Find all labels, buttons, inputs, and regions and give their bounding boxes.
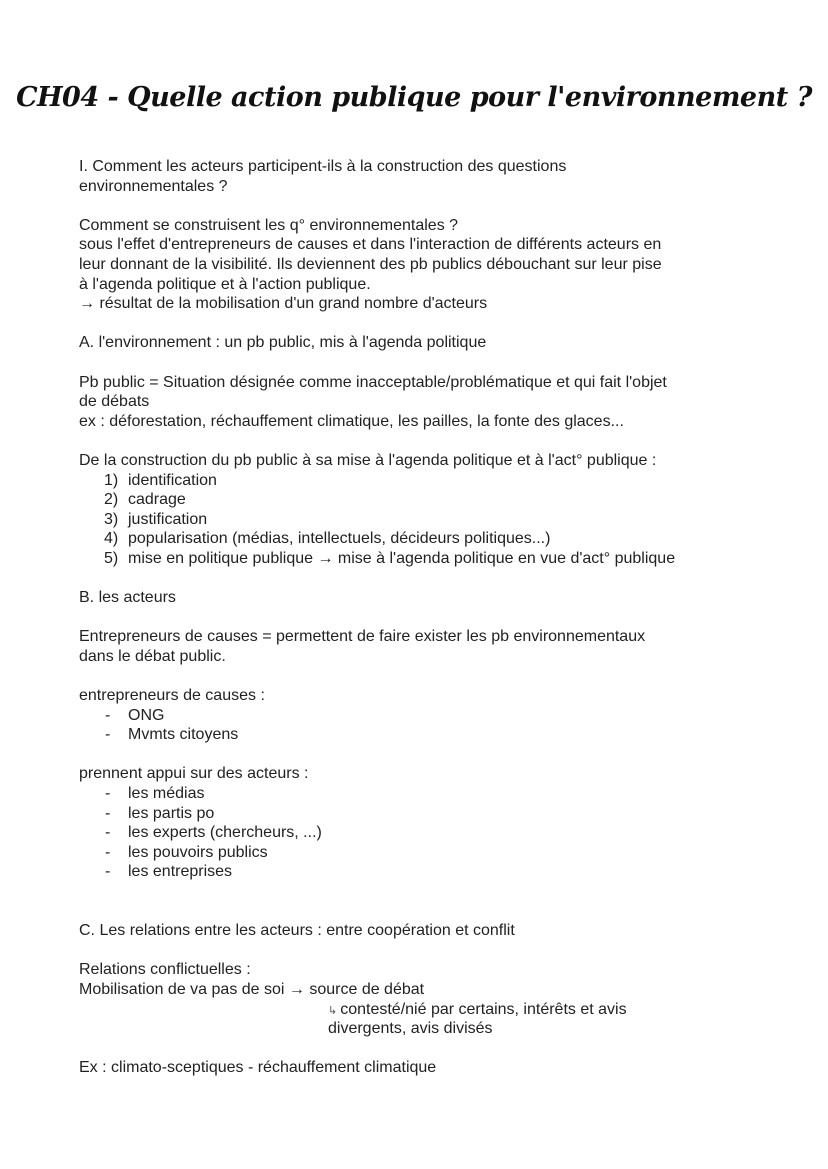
list-marker: 4) bbox=[104, 530, 119, 548]
section-i-answer-line-2: leur donnant de la visibilité. Ils deviennent des pb publics débouchant sur leur pise bbox=[79, 255, 662, 273]
list-marker: 3) bbox=[104, 510, 119, 528]
list-item bbox=[79, 784, 769, 804]
list-text: les partis po bbox=[128, 804, 215, 822]
list-text: les experts (chercheurs, ...) bbox=[128, 824, 322, 842]
list-text: ONG bbox=[128, 706, 165, 724]
section-i bbox=[79, 157, 769, 333]
supports-label: prennent appui sur des acteurs : bbox=[79, 765, 309, 783]
spacer bbox=[79, 431, 769, 451]
mobilisation-line: Mobilisation de va pas de soi → source de débat bbox=[79, 980, 425, 998]
section-i-heading-line-2: environnementales ? bbox=[79, 177, 228, 195]
spacer bbox=[79, 745, 769, 765]
section-b-definition-line-1: Entrepreneurs de causes = permettent de faire exister les pb environnementaux bbox=[79, 628, 646, 646]
entrepreneurs-label: entrepreneurs de causes : bbox=[79, 687, 265, 705]
list-text: les entreprises bbox=[128, 863, 233, 881]
list-item bbox=[79, 725, 769, 745]
section-a-definition-line-2: de débats bbox=[79, 393, 150, 411]
list-item bbox=[79, 862, 769, 882]
entrepreneurs-list bbox=[79, 706, 769, 745]
page-title: CH04 - Quelle action publique pour l'environnement ? bbox=[16, 82, 812, 113]
bullet-dash: - bbox=[105, 785, 111, 802]
section-a-heading: A. l'environnement : un pb public, mis à l'agenda politique bbox=[79, 334, 487, 352]
section-i-answer-line-3: à l'agenda politique et à l'action publique. bbox=[79, 275, 371, 293]
bullet-dash: - bbox=[105, 706, 111, 724]
bullet-dash: - bbox=[105, 824, 111, 842]
list-text: justification bbox=[128, 510, 208, 528]
section-a-definition-line-1: Pb public = Situation désignée comme inacceptable/problématique et qui fait l'objet bbox=[79, 373, 667, 391]
list-text: popularisation (médias, intellectuels, décideurs politiques...) bbox=[128, 530, 551, 548]
list-marker: 1) bbox=[104, 471, 119, 489]
spacer bbox=[79, 608, 769, 628]
spacer bbox=[79, 666, 769, 686]
bullet-dash: - bbox=[105, 804, 111, 822]
section-a-process-intro: De la construction du pb public à sa mise à l'agenda politique et à l'act° publique : bbox=[79, 451, 657, 469]
list-item bbox=[79, 529, 769, 549]
list-item bbox=[79, 804, 769, 824]
spacer bbox=[79, 1039, 769, 1059]
section-i-answer-line-1: sous l'effet d'entrepreneurs de causes et dans l'interaction de différents acteurs en bbox=[79, 236, 662, 254]
bullet-dash: - bbox=[105, 726, 111, 744]
sub-point-line-1 bbox=[79, 1000, 769, 1020]
conflict-label: Relations conflictuelles : bbox=[79, 961, 251, 979]
spacer bbox=[79, 902, 769, 922]
list-item bbox=[79, 823, 769, 843]
section-b-definition-line-2: dans le débat public. bbox=[79, 647, 226, 665]
sub-arrow-icon: ↳ bbox=[328, 1004, 338, 1017]
section-b-heading: B. les acteurs bbox=[79, 589, 176, 607]
spacer bbox=[79, 941, 769, 961]
list-text: cadrage bbox=[128, 491, 186, 509]
list-item bbox=[79, 510, 769, 530]
bullet-dash: - bbox=[105, 863, 111, 881]
spacer bbox=[79, 196, 769, 216]
section-c-example: Ex : climato-sceptiques - réchauffement climatique bbox=[79, 1059, 437, 1077]
section-i-result: → résultat de la mobilisation d'un grand nombre d'acteurs bbox=[79, 295, 488, 313]
section-c-heading: C. Les relations entre les acteurs : entre coopération et conflit bbox=[79, 922, 515, 940]
document-body bbox=[79, 157, 769, 1078]
list-marker: 5) bbox=[104, 549, 119, 567]
list-text: les pouvoirs publics bbox=[128, 843, 268, 861]
spacer bbox=[79, 314, 769, 334]
list-text: Mvmts citoyens bbox=[128, 726, 239, 744]
spacer bbox=[79, 568, 769, 588]
section-b bbox=[79, 588, 769, 921]
list-item bbox=[79, 549, 769, 569]
list-item bbox=[79, 706, 769, 726]
list-text: les médias bbox=[128, 785, 205, 802]
list-item bbox=[79, 471, 769, 491]
bullet-dash: - bbox=[105, 843, 111, 861]
supports-list bbox=[79, 784, 769, 882]
list-item bbox=[79, 490, 769, 510]
sub-point-text: contesté/nié par certains, intérêts et avis bbox=[340, 1000, 627, 1018]
process-steps-list bbox=[79, 471, 769, 569]
sub-point-line-2: divergents, avis divisés bbox=[328, 1020, 493, 1038]
spacer bbox=[79, 882, 769, 902]
list-marker: 2) bbox=[104, 491, 119, 509]
section-a bbox=[79, 333, 769, 588]
section-c bbox=[79, 921, 769, 1078]
section-i-question: Comment se construisent les q° environnementales ? bbox=[79, 216, 459, 234]
spacer bbox=[79, 353, 769, 373]
section-a-examples: ex : déforestation, réchauffement climatique, les pailles, la fonte des glaces... bbox=[79, 412, 624, 430]
list-text: mise en politique publique → mise à l'agenda politique en vue d'act° publique bbox=[128, 549, 676, 567]
list-item bbox=[79, 843, 769, 863]
section-i-heading-line-1: I. Comment les acteurs participent-ils à la construction des questions bbox=[79, 158, 567, 175]
list-text: identification bbox=[128, 471, 217, 489]
